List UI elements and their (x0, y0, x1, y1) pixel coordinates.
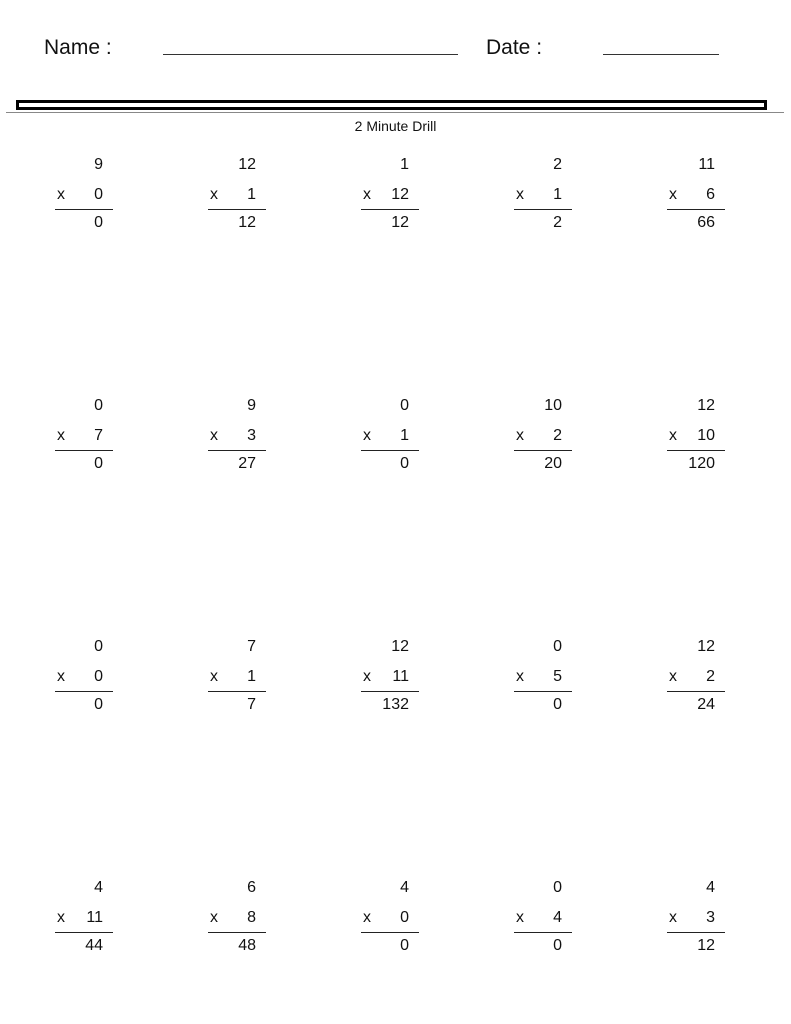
date-field-line[interactable] (603, 54, 719, 55)
problem-14 (514, 638, 572, 718)
name-field-line[interactable] (163, 54, 458, 55)
problem-1 (55, 156, 113, 236)
multiplicand: 12 (697, 397, 715, 414)
multiply-sign: x (516, 186, 524, 203)
multiplicand: 4 (706, 879, 715, 896)
answer-line (514, 691, 572, 692)
multiplier: 7 (94, 427, 103, 444)
problem-3 (361, 156, 419, 236)
multiplicand: 0 (94, 638, 103, 655)
product-answer[interactable]: 44 (85, 937, 103, 954)
multiply-sign: x (210, 909, 218, 926)
answer-line (667, 450, 725, 451)
product-answer[interactable]: 0 (553, 696, 562, 713)
problem-16 (55, 879, 113, 959)
multiplicand: 2 (553, 156, 562, 173)
multiply-sign: x (363, 909, 371, 926)
problem-20 (667, 879, 725, 959)
answer-line (361, 691, 419, 692)
multiply-sign: x (57, 668, 65, 685)
answer-line (55, 450, 113, 451)
multiplier: 11 (392, 668, 409, 685)
product-answer[interactable]: 20 (544, 455, 562, 472)
answer-line (208, 932, 266, 933)
answer-line (208, 691, 266, 692)
multiply-sign: x (210, 668, 218, 685)
multiplier: 3 (247, 427, 256, 444)
product-answer[interactable]: 0 (94, 455, 103, 472)
multiply-sign: x (669, 186, 677, 203)
multiplier: 5 (553, 668, 562, 685)
answer-line (361, 932, 419, 933)
multiplicand: 0 (553, 879, 562, 896)
multiplier: 8 (247, 909, 256, 926)
multiply-sign: x (57, 909, 65, 926)
multiply-sign: x (363, 668, 371, 685)
problem-12 (208, 638, 266, 718)
multiplicand: 0 (553, 638, 562, 655)
multiplier: 6 (706, 186, 715, 203)
worksheet-title: 2 Minute Drill (354, 118, 437, 134)
problem-7 (208, 397, 266, 477)
product-answer[interactable]: 0 (400, 455, 409, 472)
product-answer[interactable]: 24 (697, 696, 715, 713)
answer-line (514, 932, 572, 933)
product-answer[interactable]: 12 (238, 214, 256, 231)
multiply-sign: x (669, 668, 677, 685)
multiplicand: 4 (94, 879, 103, 896)
answer-line (208, 450, 266, 451)
multiplicand: 0 (94, 397, 103, 414)
multiplicand: 0 (400, 397, 409, 414)
problem-19 (514, 879, 572, 959)
multiply-sign: x (516, 909, 524, 926)
product-answer[interactable]: 12 (391, 214, 409, 231)
problem-11 (55, 638, 113, 718)
multiplier: 1 (247, 186, 256, 203)
multiplicand: 1 (400, 156, 409, 173)
product-answer[interactable]: 120 (688, 455, 715, 472)
product-answer[interactable]: 27 (238, 455, 256, 472)
multiplicand: 12 (697, 638, 715, 655)
multiplier: 2 (706, 668, 715, 685)
answer-line (514, 450, 572, 451)
multiplier: 0 (94, 668, 103, 685)
problem-15 (667, 638, 725, 718)
answer-line (667, 932, 725, 933)
multiplicand: 11 (698, 156, 715, 173)
multiplier: 2 (553, 427, 562, 444)
product-answer[interactable]: 2 (553, 214, 562, 231)
product-answer[interactable]: 12 (697, 937, 715, 954)
multiplicand: 10 (544, 397, 562, 414)
product-answer[interactable]: 7 (247, 696, 256, 713)
problem-2 (208, 156, 266, 236)
multiplicand: 4 (400, 879, 409, 896)
product-answer[interactable]: 0 (553, 937, 562, 954)
multiplier: 12 (391, 186, 409, 203)
problem-13 (361, 638, 419, 718)
multiplicand: 9 (94, 156, 103, 173)
multiplier: 1 (247, 668, 256, 685)
multiplier: 1 (400, 427, 409, 444)
multiplicand: 12 (391, 638, 409, 655)
answer-line (208, 209, 266, 210)
problem-9 (514, 397, 572, 477)
answer-line (361, 209, 419, 210)
multiply-sign: x (57, 186, 65, 203)
multiply-sign: x (669, 909, 677, 926)
multiply-sign: x (516, 668, 524, 685)
problem-6 (55, 397, 113, 477)
answer-line (55, 932, 113, 933)
header-divider-bar (16, 100, 767, 110)
multiplier: 0 (94, 186, 103, 203)
answer-line (514, 209, 572, 210)
product-answer[interactable]: 0 (94, 214, 103, 231)
problem-5 (667, 156, 725, 236)
header-rule (6, 112, 784, 113)
multiply-sign: x (516, 427, 524, 444)
problem-4 (514, 156, 572, 236)
multiply-sign: x (363, 186, 371, 203)
multiplier: 4 (553, 909, 562, 926)
multiplicand: 12 (238, 156, 256, 173)
multiplicand: 6 (247, 879, 256, 896)
problem-18 (361, 879, 419, 959)
problem-8 (361, 397, 419, 477)
multiplier: 0 (400, 909, 409, 926)
multiply-sign: x (669, 427, 677, 444)
problem-17 (208, 879, 266, 959)
product-answer[interactable]: 0 (400, 937, 409, 954)
product-answer[interactable]: 66 (697, 214, 715, 231)
answer-line (667, 691, 725, 692)
multiplier: 10 (697, 427, 715, 444)
problem-10 (667, 397, 725, 477)
multiply-sign: x (57, 427, 65, 444)
multiplicand: 7 (247, 638, 256, 655)
multiplier: 11 (86, 909, 103, 926)
answer-line (55, 209, 113, 210)
product-answer[interactable]: 132 (382, 696, 409, 713)
multiply-sign: x (210, 427, 218, 444)
multiplier: 3 (706, 909, 715, 926)
multiplicand: 9 (247, 397, 256, 414)
multiplier: 1 (553, 186, 562, 203)
answer-line (55, 691, 113, 692)
multiply-sign: x (210, 186, 218, 203)
name-label: Name : (44, 36, 112, 59)
multiply-sign: x (363, 427, 371, 444)
answer-line (361, 450, 419, 451)
answer-line (667, 209, 725, 210)
product-answer[interactable]: 48 (238, 937, 256, 954)
date-label: Date : (486, 36, 543, 59)
product-answer[interactable]: 0 (94, 696, 103, 713)
